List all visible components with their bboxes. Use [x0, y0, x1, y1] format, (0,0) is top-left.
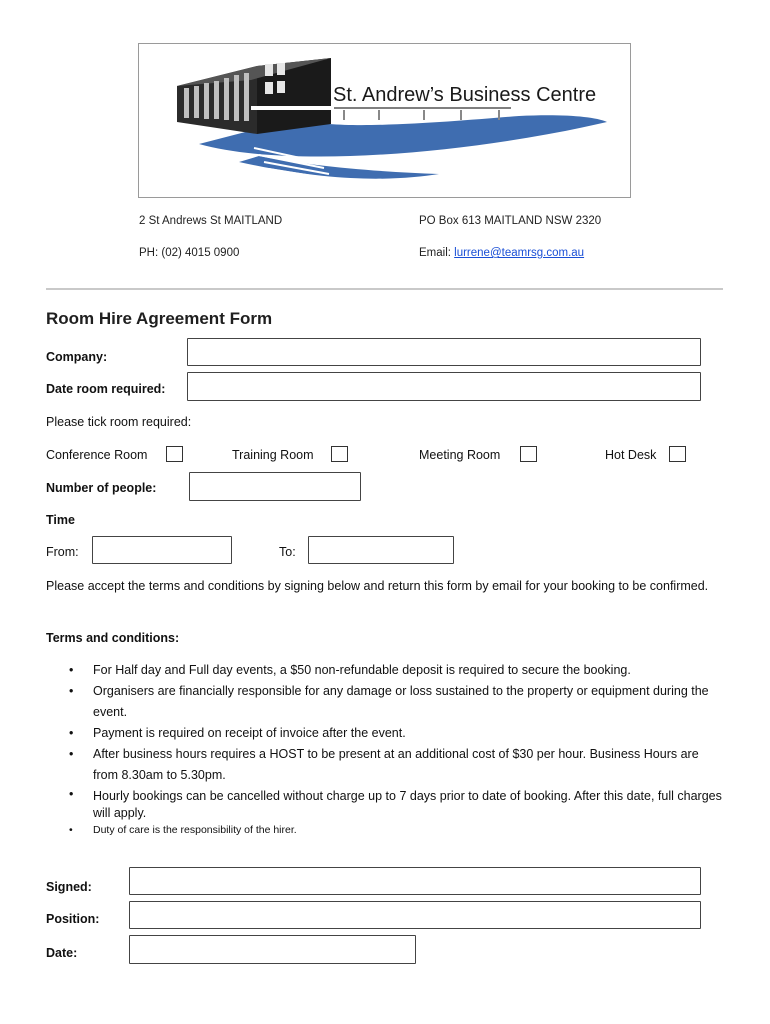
position-label: Position:: [46, 912, 100, 926]
terms-list-item: • Payment is required on receipt of invoice after the event.: [46, 723, 726, 744]
company-label: Company:: [46, 350, 108, 364]
date-label: Date:: [46, 946, 78, 960]
header-divider: [46, 288, 723, 290]
bullet-icon: •: [69, 726, 74, 740]
date-field[interactable]: [129, 935, 416, 964]
hot-desk-label: Hot Desk: [605, 448, 657, 462]
date-required-field[interactable]: [187, 372, 701, 401]
conference-room-label: Conference Room: [46, 448, 148, 462]
po-box-text: PO Box 613 MAITLAND NSW 2320: [419, 215, 602, 227]
bullet-icon: •: [69, 663, 74, 677]
acceptance-paragraph: Please accept the terms and conditions by signing below and return this form by email for your booking to be confirmed.: [46, 579, 709, 593]
bullet-icon: •: [69, 684, 74, 698]
position-field[interactable]: [129, 901, 701, 929]
people-label: Number of people:: [46, 481, 157, 495]
time-label: Time: [46, 513, 75, 527]
training-room-checkbox[interactable]: [331, 446, 348, 462]
phone-text: PH: (02) 4015 0900: [139, 247, 240, 259]
terms-list: [46, 660, 726, 839]
tick-prompt: Please tick room required:: [46, 415, 192, 429]
to-label: To:: [279, 545, 296, 559]
conference-room-checkbox[interactable]: [166, 446, 183, 462]
logo-frame: [138, 43, 631, 198]
signed-field[interactable]: [129, 867, 701, 895]
logo-text: St. Andrew’s Business Centre: [333, 84, 597, 106]
building-logo-icon: [139, 44, 632, 199]
terms-list-item: • Organisers are financially responsible for any damage or loss sustained to the property or equipment during the event.: [46, 681, 726, 723]
from-label: From:: [46, 545, 79, 559]
address-text: 2 St Andrews St MAITLAND: [139, 215, 283, 227]
to-time-field[interactable]: [308, 536, 454, 564]
meeting-room-checkbox[interactable]: [520, 446, 537, 462]
terms-list-item: • Hourly bookings can be cancelled without charge up to 7 days prior to date of booking. After this date, full charges will apply.: [69, 787, 722, 820]
email-label: Email:: [419, 247, 455, 259]
people-field[interactable]: [189, 472, 361, 501]
date-required-label: Date room required:: [46, 382, 166, 396]
training-room-label: Training Room: [232, 448, 314, 462]
bullet-icon: •: [69, 747, 74, 761]
company-field[interactable]: [187, 338, 701, 366]
bullet-icon: •: [69, 787, 74, 801]
terms-list-item: • For Half day and Full day events, a $50 non-refundable deposit is required to secure the booking.: [46, 660, 726, 681]
signed-label: Signed:: [46, 880, 92, 894]
terms-list-item: • After business hours requires a HOST to be present at an additional cost of $30 per hour. Business Hours are from 8.30am to 5.30pm.: [46, 744, 726, 786]
email-line: [419, 247, 584, 259]
hot-desk-checkbox[interactable]: [669, 446, 686, 462]
from-time-field[interactable]: [92, 536, 232, 564]
form-title: Room Hire Agreement Form: [46, 309, 273, 328]
terms-heading: Terms and conditions:: [46, 631, 180, 645]
meeting-room-label: Meeting Room: [419, 448, 501, 462]
email-link[interactable]: lurrene@teamrsg.com.au: [454, 247, 585, 259]
terms-list-item: • Duty of care is the responsibility of the hirer.: [46, 822, 726, 839]
bullet-icon: •: [69, 824, 73, 836]
